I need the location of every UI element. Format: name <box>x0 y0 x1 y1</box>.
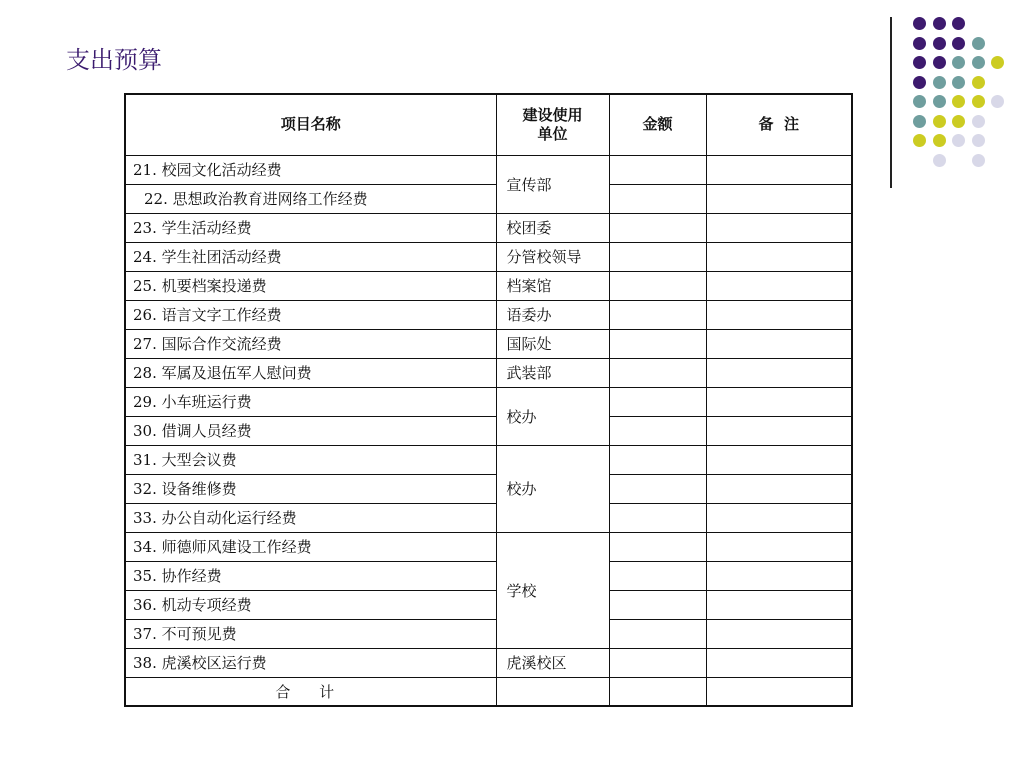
decorative-dot <box>972 56 985 69</box>
cell-unit: 分管校领导 <box>496 242 609 271</box>
cell-amount[interactable] <box>609 213 706 242</box>
cell-remarks[interactable] <box>706 358 852 387</box>
cell-unit: 学校 <box>496 532 609 648</box>
table-total-row <box>125 677 852 706</box>
table-row <box>125 242 852 271</box>
cell-unit: 档案馆 <box>496 271 609 300</box>
cell-remarks[interactable] <box>706 242 852 271</box>
cell-remarks[interactable] <box>706 561 852 590</box>
cell-amount[interactable] <box>609 300 706 329</box>
cell-amount[interactable] <box>609 677 706 706</box>
cell-project-name: 25. 机要档案投递费 <box>125 271 496 300</box>
decorative-dot <box>933 56 946 69</box>
cell-amount[interactable] <box>609 532 706 561</box>
table-row <box>125 532 852 561</box>
cell-unit: 校办 <box>496 387 609 445</box>
decorative-dot <box>972 95 985 108</box>
cell-unit: 国际处 <box>496 329 609 358</box>
cell-amount[interactable] <box>609 155 706 184</box>
cell-project-name: 29. 小车班运行费 <box>125 387 496 416</box>
decorative-dot <box>952 76 965 89</box>
cell-remarks[interactable] <box>706 474 852 503</box>
decorative-dot <box>913 37 926 50</box>
decorative-dot <box>952 37 965 50</box>
cell-remarks[interactable] <box>706 329 852 358</box>
cell-amount[interactable] <box>609 445 706 474</box>
cell-project-name: 22. 思想政治教育进网络工作经费 <box>125 184 496 213</box>
cell-remarks[interactable] <box>706 300 852 329</box>
table-row <box>125 503 852 532</box>
cell-remarks[interactable] <box>706 445 852 474</box>
cell-remarks[interactable] <box>706 503 852 532</box>
decorative-dot <box>933 134 946 147</box>
table-header-row <box>125 94 852 155</box>
cell-unit: 宣传部 <box>496 155 609 213</box>
column-header-remarks: 备 注 <box>706 94 852 155</box>
table-row <box>125 358 852 387</box>
cell-project-name: 36. 机动专项经费 <box>125 590 496 619</box>
cell-project-name: 38. 虎溪校区运行费 <box>125 648 496 677</box>
table-row <box>125 590 852 619</box>
cell-project-name: 24. 学生社团活动经费 <box>125 242 496 271</box>
decorative-dot <box>913 56 926 69</box>
decorative-dot <box>913 17 926 30</box>
table-row <box>125 271 852 300</box>
cell-project-name: 21. 校园文化活动经费 <box>125 155 496 184</box>
decorative-dot <box>933 76 946 89</box>
cell-remarks[interactable] <box>706 677 852 706</box>
table-row <box>125 213 852 242</box>
cell-amount[interactable] <box>609 590 706 619</box>
decorative-dot <box>933 154 946 167</box>
table-row <box>125 619 852 648</box>
cell-project-name: 31. 大型会议费 <box>125 445 496 474</box>
cell-amount[interactable] <box>609 329 706 358</box>
decorative-divider <box>890 17 892 188</box>
cell-remarks[interactable] <box>706 619 852 648</box>
cell-amount[interactable] <box>609 474 706 503</box>
decorative-dot <box>972 134 985 147</box>
cell-unit: 武装部 <box>496 358 609 387</box>
cell-amount[interactable] <box>609 271 706 300</box>
decorative-dot <box>952 115 965 128</box>
decorative-dot <box>933 17 946 30</box>
decorative-dot <box>913 76 926 89</box>
budget-table <box>124 93 853 707</box>
decorative-dot <box>952 95 965 108</box>
table-row <box>125 416 852 445</box>
cell-project-name: 32. 设备维修费 <box>125 474 496 503</box>
decorative-dot <box>991 95 1004 108</box>
cell-amount[interactable] <box>609 416 706 445</box>
table-row <box>125 300 852 329</box>
decorative-dot <box>952 56 965 69</box>
table-row <box>125 329 852 358</box>
decorative-dot <box>972 115 985 128</box>
cell-amount[interactable] <box>609 184 706 213</box>
cell-unit: 校团委 <box>496 213 609 242</box>
cell-remarks[interactable] <box>706 184 852 213</box>
table-row <box>125 445 852 474</box>
table-row <box>125 387 852 416</box>
decorative-dot <box>972 154 985 167</box>
cell-remarks[interactable] <box>706 532 852 561</box>
column-header-amount: 金额 <box>609 94 706 155</box>
decorative-dot <box>952 134 965 147</box>
decorative-dot <box>913 134 926 147</box>
cell-amount[interactable] <box>609 619 706 648</box>
decorative-dot <box>913 95 926 108</box>
page-title: 支出预算 <box>66 46 162 74</box>
table-row <box>125 474 852 503</box>
decorative-dot <box>933 95 946 108</box>
cell-project-name: 35. 协作经费 <box>125 561 496 590</box>
cell-amount[interactable] <box>609 242 706 271</box>
cell-amount[interactable] <box>609 561 706 590</box>
cell-project-name: 34. 师德师风建设工作经费 <box>125 532 496 561</box>
cell-project-name: 23. 学生活动经费 <box>125 213 496 242</box>
cell-remarks[interactable] <box>706 387 852 416</box>
cell-unit: 虎溪校区 <box>496 648 609 677</box>
cell-unit: 校办 <box>496 445 609 532</box>
cell-project-name: 37. 不可预见费 <box>125 619 496 648</box>
decorative-dot <box>991 56 1004 69</box>
column-header-unit <box>496 94 609 155</box>
cell-total-label: 合 计 <box>125 677 496 706</box>
column-header-project-name: 项目名称 <box>125 94 496 155</box>
cell-remarks[interactable] <box>706 271 852 300</box>
decorative-dot <box>952 17 965 30</box>
cell-remarks[interactable] <box>706 213 852 242</box>
cell-project-name: 28. 军属及退伍军人慰问费 <box>125 358 496 387</box>
cell-project-name: 26. 语言文字工作经费 <box>125 300 496 329</box>
cell-amount[interactable] <box>609 358 706 387</box>
cell-remarks[interactable] <box>706 648 852 677</box>
decorative-dot <box>933 115 946 128</box>
table-row <box>125 648 852 677</box>
cell-remarks[interactable] <box>706 590 852 619</box>
table-row <box>125 184 852 213</box>
cell-amount[interactable] <box>609 387 706 416</box>
cell-amount[interactable] <box>609 503 706 532</box>
cell-project-name: 27. 国际合作交流经费 <box>125 329 496 358</box>
table-row <box>125 155 852 184</box>
table-row <box>125 561 852 590</box>
decorative-dot <box>933 37 946 50</box>
decorative-dot <box>913 115 926 128</box>
cell-remarks[interactable] <box>706 416 852 445</box>
column-header-unit-text: 建设使用单位 <box>522 105 583 143</box>
decorative-dot <box>972 76 985 89</box>
cell-unit: 语委办 <box>496 300 609 329</box>
cell-project-name: 30. 借调人员经费 <box>125 416 496 445</box>
cell-amount[interactable] <box>609 648 706 677</box>
cell-unit <box>496 677 609 706</box>
cell-remarks[interactable] <box>706 155 852 184</box>
decorative-dot <box>972 37 985 50</box>
cell-project-name: 33. 办公自动化运行经费 <box>125 503 496 532</box>
